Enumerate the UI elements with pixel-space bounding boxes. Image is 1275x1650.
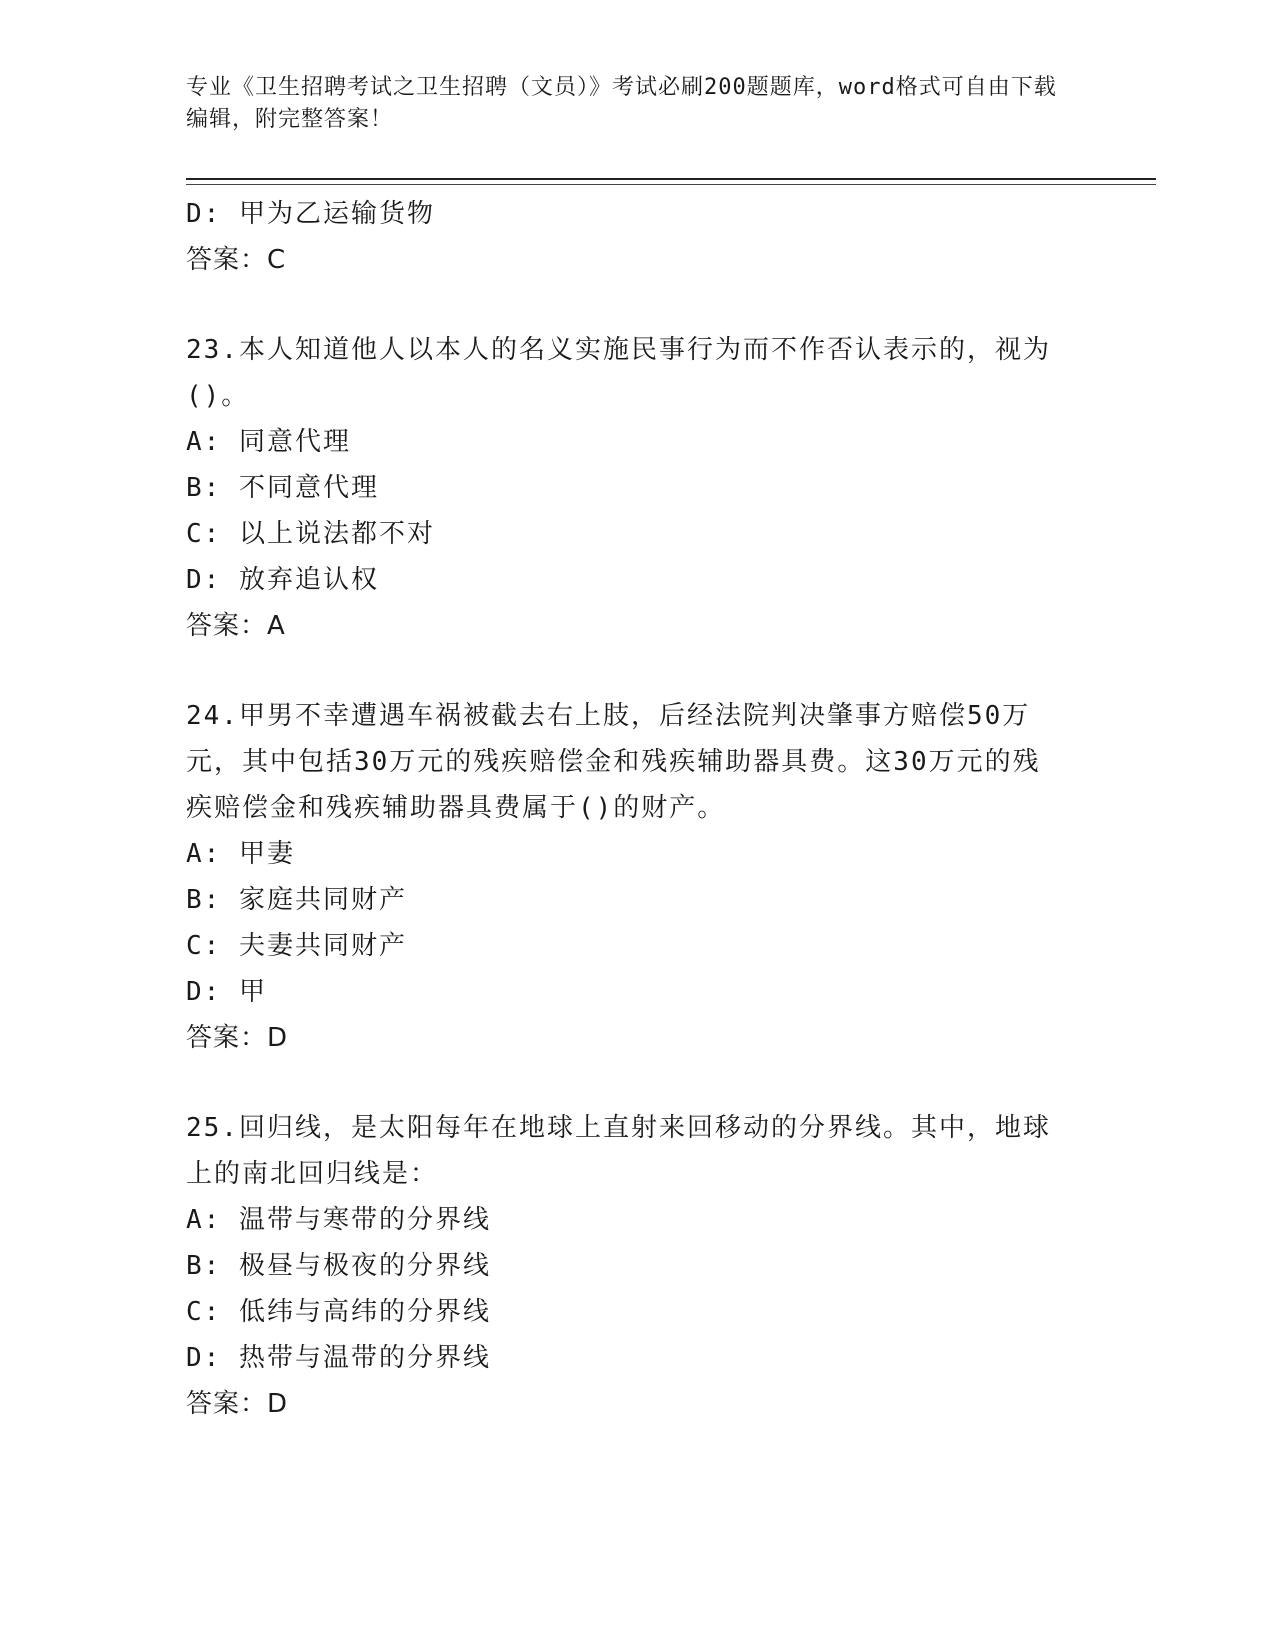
previous-question-tail bbox=[186, 191, 1066, 283]
question-item-25 bbox=[186, 1105, 1066, 1427]
option-c: C: 低纬与高纬的分界线 bbox=[186, 1297, 491, 1327]
option-d: D: 甲 bbox=[186, 977, 267, 1007]
document-page bbox=[186, 0, 1156, 1650]
option-d: D: 放弃追认权 bbox=[186, 565, 379, 595]
answer-line: 答案：D bbox=[186, 1023, 289, 1053]
answer-line: 答案：D bbox=[186, 1389, 289, 1419]
question-stem: 24.甲男不幸遭遇车祸被截去右上肢，后经法院判决肇事方赔偿50万元，其中包括30万元的残疾赔偿金和残疾辅助器具费。这30万元的残疾赔偿金和残疾辅助器具费属于()的财产。 bbox=[186, 701, 1041, 823]
question-list bbox=[186, 191, 1066, 1427]
option-d: D: 热带与温带的分界线 bbox=[186, 1343, 491, 1373]
option-b: B: 不同意代理 bbox=[186, 473, 379, 503]
document-header: 专业《卫生招聘考试之卫生招聘（文员）》考试必刷200题题库，word格式可自由下载编辑，附完整答案！ bbox=[186, 75, 1057, 132]
answer-line: 答案：C bbox=[186, 245, 287, 275]
question-stem: 23.本人知道他人以本人的名义实施民事行为而不作否认表示的，视为()。 bbox=[186, 335, 1051, 411]
option-a: A: 同意代理 bbox=[186, 427, 351, 457]
question-item-24 bbox=[186, 693, 1066, 1061]
option-a: A: 温带与寒带的分界线 bbox=[186, 1205, 491, 1235]
question-item-23 bbox=[186, 327, 1066, 649]
answer-line: 答案：A bbox=[186, 611, 286, 641]
header-divider-thin bbox=[186, 184, 1156, 185]
option-b: B: 极昼与极夜的分界线 bbox=[186, 1251, 491, 1281]
option-a: A: 甲妻 bbox=[186, 839, 295, 869]
header-divider-thick bbox=[186, 178, 1156, 180]
option-d: D: 甲为乙运输货物 bbox=[186, 199, 435, 229]
option-c: C: 以上说法都不对 bbox=[186, 519, 435, 549]
question-stem: 25.回归线，是太阳每年在地球上直射来回移动的分界线。其中，地球上的南北回归线是： bbox=[186, 1113, 1051, 1189]
option-b: B: 家庭共同财产 bbox=[186, 885, 407, 915]
option-c: C: 夫妻共同财产 bbox=[186, 931, 407, 961]
